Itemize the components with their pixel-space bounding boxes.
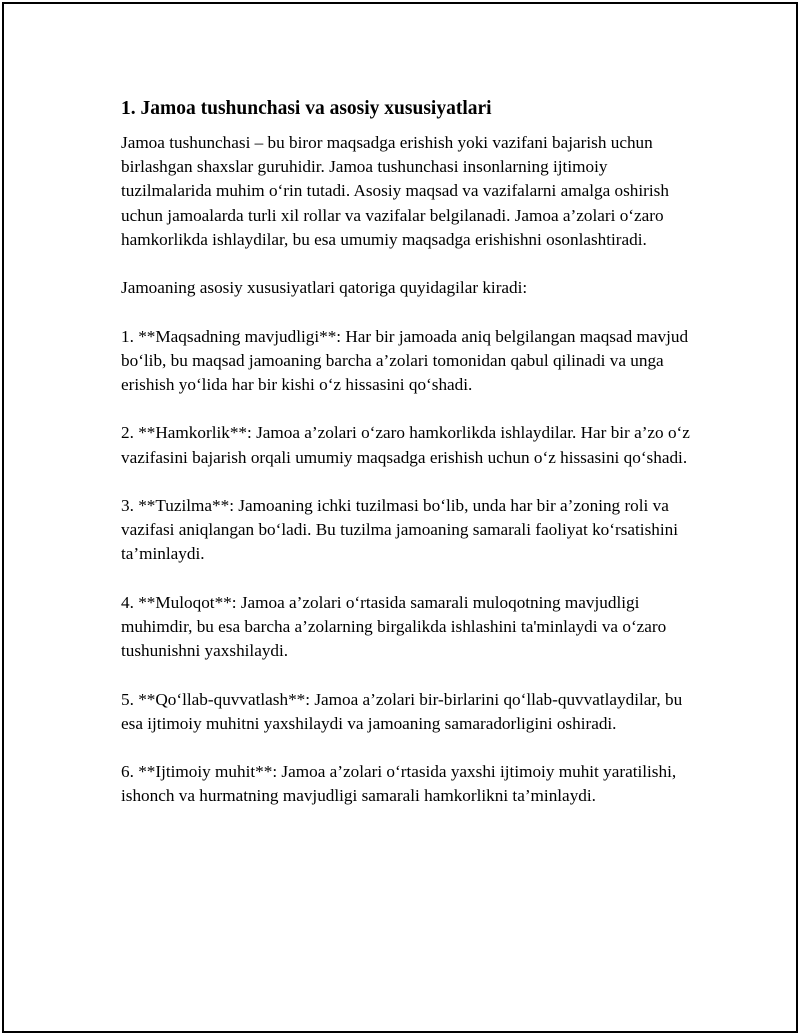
- list-item-maqsad: 1. **Maqsadning mavjudligi**: Har bir jamoada aniq belgilangan maqsad mavjud bo‘lib, bu maqsad jamoaning barcha a’zolari tomonidan qabul qilinadi va unga erishish yo‘lida har bir kishi o‘z hissasini qo‘shadi.: [121, 326, 689, 394]
- list-item-hamkorlik: 2. **Hamkorlik**: Jamoa a’zolari o‘zaro hamkorlikda ishlaydilar. Har bir a’zo o‘z vazifasini bajarish orqali umumiy maqsadga erishish uchun o‘z hissasini qo‘shadi.: [121, 423, 690, 467]
- list-item-qollab-quvvatlash: 5. **Qo‘llab-quvvatlash**: Jamoa a’zolari bir-birlarini qo‘llab-quvvatlaydilar, bu esa ijtimoiy muhitni yaxshilaydi va jamoaning samaradorligini oshiradi.: [121, 689, 683, 733]
- section-heading: 1. Jamoa tushunchasi va asosiy xususiyatlari: [121, 98, 492, 119]
- intro-paragraph: Jamoa tushunchasi – bu biror maqsadga erishish yoki vazifani bajarish uchun birlashgan shaxslar guruhidir. Jamoa tushunchasi insonlarning ijtimoiy tuzilmalarida muhim o‘rin tutadi. Asosiy maqsad va vazifalarni amalga oshirish uchun jamoalarda turli xil rollar va vazifalar belgilanadi. Jamoa a’zolari o‘zaro hamkorlikda ishlaydilar, bu esa umumiy maqsadga erishishni osonlashtiradi.: [121, 133, 669, 249]
- page-frame: [2, 2, 798, 1033]
- list-item-tuzilma: 3. **Tuzilma**: Jamoaning ichki tuzilmasi bo‘lib, unda har bir a’zoning roli va vazifasi aniqlangan bo‘ladi. Bu tuzilma jamoaning samarali faoliyat ko‘rsatishini ta’minlaydi.: [121, 495, 678, 564]
- list-item-muloqot: 4. **Muloqot**: Jamoa a’zolari o‘rtasida samarali muloqotning mavjudligi muhimdir, bu esa barcha a’zolarning birgalikda ishlashini ta'minlaydi va o‘zaro tushunishni yaxshilaydi.: [121, 592, 667, 661]
- document-body: [121, 96, 701, 833]
- list-intro-paragraph: Jamoaning asosiy xususiyatlari qatoriga quyidagilar kiradi:: [121, 278, 528, 298]
- list-item-ijtimoiy-muhit: 6. **Ijtimoiy muhit**: Jamoa a’zolari o‘rtasida yaxshi ijtimoiy muhit yaratilishi, ishonch va hurmatning mavjudligi samarali hamkorlikni ta’minlaydi.: [121, 762, 677, 806]
